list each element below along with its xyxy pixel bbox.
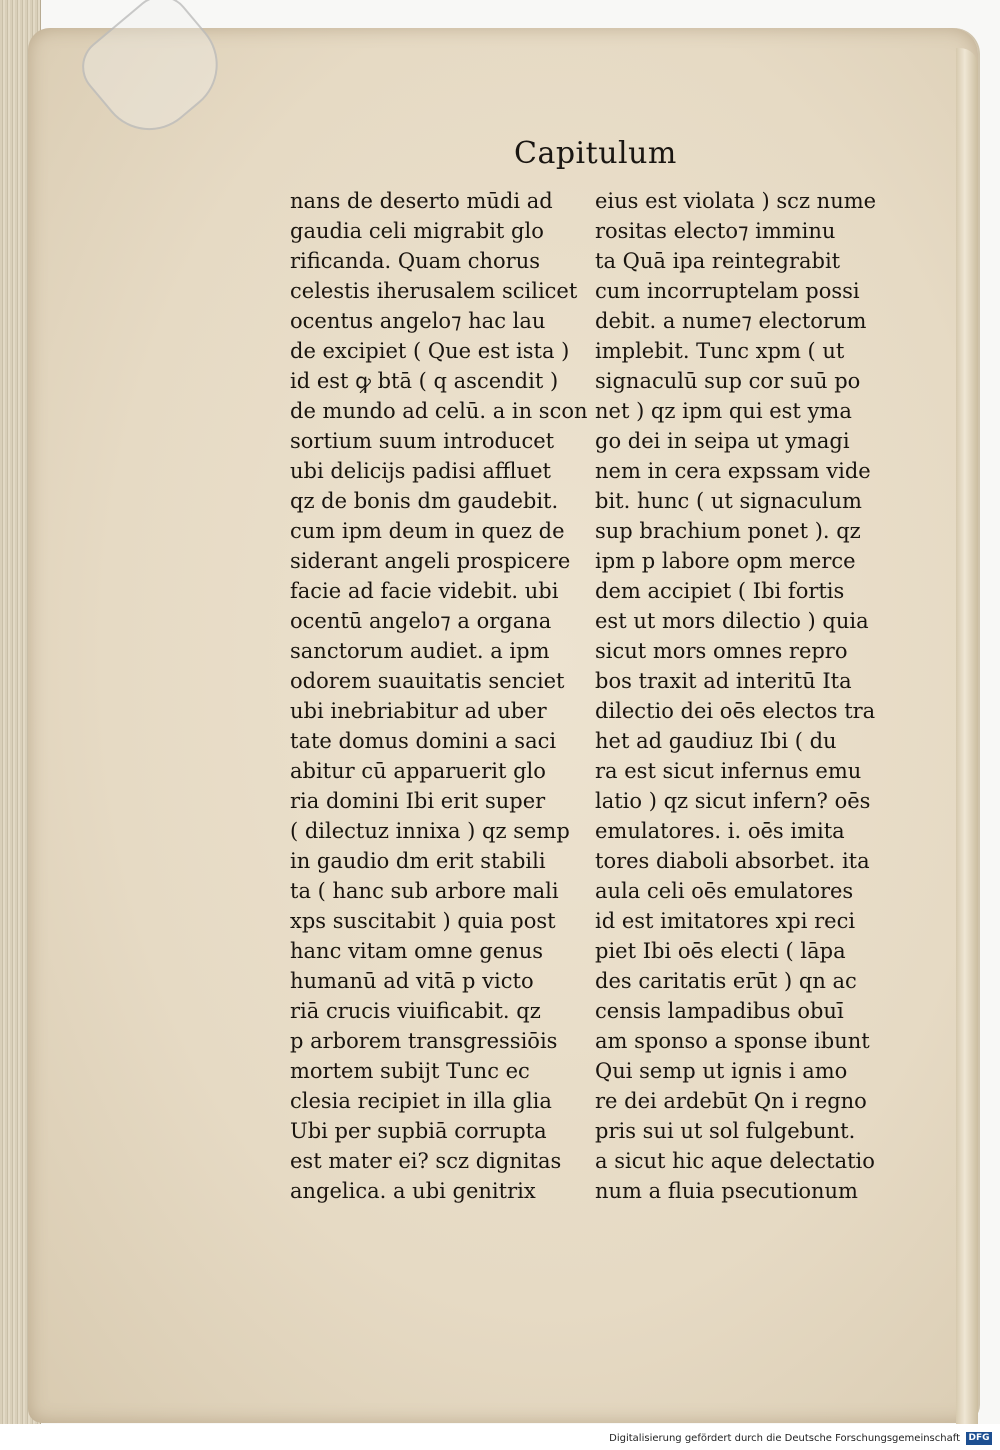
text-line: bos traxit ad interitū Ita — [595, 669, 852, 693]
text-line: p arborem transgressiōis — [290, 1029, 558, 1053]
footer-credit: Digitalisierung gefördert durch die Deutsche Forschungsgemeinschaft — [609, 1433, 960, 1444]
text-line: riā crucis viuificabit. qz — [290, 999, 541, 1023]
text-line: het ad gaudiuz Ibi ( du — [595, 729, 837, 753]
text-line: piet Ibi oēs electi ( lāpa — [595, 939, 846, 963]
text-line: siderant angeli prospicere — [290, 549, 571, 573]
text-line: ta Quā ipa reintegrabit — [595, 249, 841, 273]
text-line: humanū ad vitā p victo — [290, 969, 534, 993]
text-line: ta ( hanc sub arbore mali — [290, 879, 559, 903]
text-line: celestis iherusalem scilicet — [290, 279, 578, 303]
text-line: des caritatis erūt ) qn ac — [595, 969, 857, 993]
text-line: qz de bonis dm gaudebit. — [290, 489, 559, 513]
text-line: Qui semp ut ignis i amo — [595, 1059, 848, 1083]
text-line: in gaudio dm erit stabili — [290, 849, 546, 873]
text-line: num a fluia psecutionum — [595, 1179, 858, 1203]
text-line: odorem suauitatis senciet — [290, 669, 565, 693]
text-column-left — [290, 186, 588, 1206]
text-line: ria domini Ibi erit super — [290, 789, 546, 813]
text-line: tate domus domini a saci — [290, 729, 557, 753]
text-line: nans de deserto mūdi ad — [290, 189, 553, 213]
text-line: est ut mors dilectio ) quia — [595, 609, 869, 633]
text-line: facie ad facie videbit. ubi — [290, 579, 559, 603]
text-line: implebit. Tunc xpm ( ut — [595, 339, 845, 363]
text-line: aula celi oēs emulatores — [595, 879, 854, 903]
text-line: hanc vitam omne genus — [290, 939, 544, 963]
text-line: dilectio dei oēs electos tra — [595, 699, 876, 723]
text-line: pris sui ut sol fulgebunt. — [595, 1119, 856, 1143]
text-line: eius est violata ) scz nume — [595, 189, 877, 213]
text-line: ipm p labore opm merce — [595, 549, 856, 573]
text-line: re dei ardebūt Qn i regno — [595, 1089, 867, 1113]
text-line: abitur cū apparuerit glo — [290, 759, 546, 783]
text-line: go dei in seipa ut ymagi — [595, 429, 850, 453]
text-line: de excipiet ( Que est ista ) — [290, 339, 570, 363]
text-line: gaudia celi migrabit glo — [290, 219, 544, 243]
text-line: est mater ei? scz dignitas — [290, 1149, 562, 1173]
text-line: mortem subijt Tunc ec — [290, 1059, 530, 1083]
text-column-right — [595, 186, 876, 1206]
text-line: emulatores. i. oēs imita — [595, 819, 845, 843]
text-line: tores diaboli absorbet. ita — [595, 849, 870, 873]
text-line: ubi inebriabitur ad uber — [290, 699, 547, 723]
text-line: ( dilectuz innixa ) qz semp — [290, 819, 570, 843]
text-line: bit. hunc ( ut signaculum — [595, 489, 862, 513]
text-line: net ) qz ipm qui est yma — [595, 399, 852, 423]
footer-bar — [0, 1424, 1000, 1450]
text-line: debit. a nume⁊ electorum — [595, 309, 867, 333]
text-line: ocentū angelo⁊ a organa — [290, 609, 552, 633]
text-line: latio ) qz sicut infern? oēs — [595, 789, 871, 813]
text-line: am sponso a sponse ibunt — [595, 1029, 870, 1053]
text-line: id est imitatores xpi reci — [595, 909, 856, 933]
text-line: sup brachium ponet ). qz — [595, 519, 861, 543]
chapter-heading: Capitulum — [514, 136, 677, 171]
text-line: signaculū sup cor suū po — [595, 369, 861, 393]
text-line: a sicut hic aque delectatio — [595, 1149, 875, 1173]
text-line: dem accipiet ( Ibi fortis — [595, 579, 845, 603]
text-line: sortium suum introducet — [290, 429, 555, 453]
text-line: xps suscitabit ) quia post — [290, 909, 556, 933]
text-line: sicut mors omnes repro — [595, 639, 848, 663]
text-line: cum ipm deum in quez de — [290, 519, 565, 543]
dfg-logo: DFG — [966, 1432, 992, 1445]
text-line: ra est sicut infernus emu — [595, 759, 862, 783]
text-line: rositas electo⁊ imminu — [595, 219, 836, 243]
text-line: ocentus angelo⁊ hac lau — [290, 309, 546, 333]
text-line: nem in cera expssam vide — [595, 459, 871, 483]
text-line: id est ꝙ btā ( q ascendit ) — [290, 369, 559, 393]
text-line: Ubi per supbiā corrupta — [290, 1119, 547, 1143]
text-line: clesia recipiet in illa glia — [290, 1089, 552, 1113]
page-right-edge — [956, 48, 978, 1443]
text-line: de mundo ad celū. a in scon — [290, 399, 588, 423]
text-line: angelica. a ubi genitrix — [290, 1179, 536, 1203]
text-line: ubi delicijs padisi affluet — [290, 459, 551, 483]
text-line: cum incorruptelam possi — [595, 279, 860, 303]
text-line: sanctorum audiet. a ipm — [290, 639, 550, 663]
text-line: censis lampadibus obuī — [595, 999, 844, 1023]
text-line: rificanda. Quam chorus — [290, 249, 541, 273]
